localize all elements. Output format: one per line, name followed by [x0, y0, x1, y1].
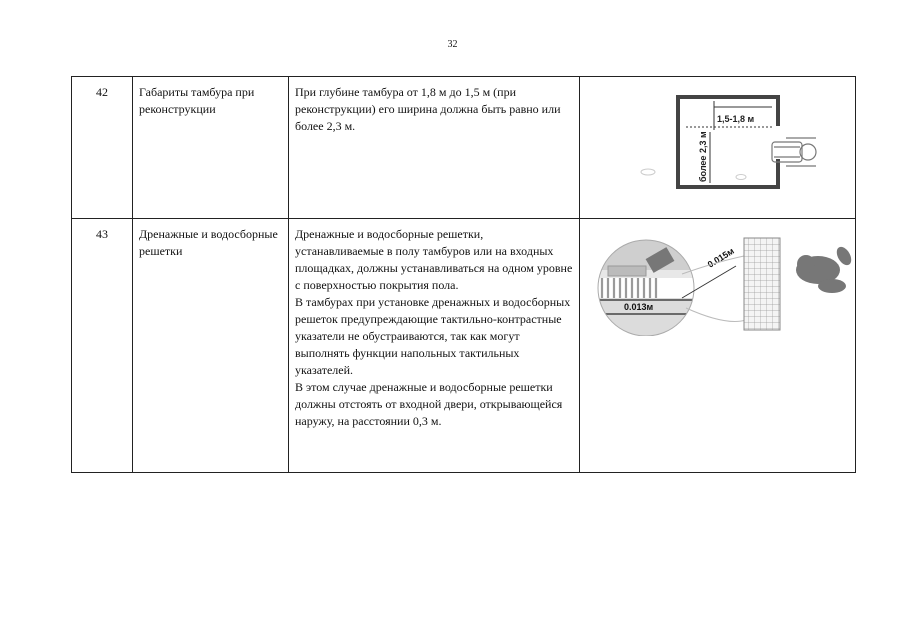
- width-dimension-label: более 2,3 м: [698, 131, 708, 182]
- description-paragraph: В тамбурах при установке дренажных и водосборных решеток предупреждающие тактильно-контрастные указатели не обустраиваются, так как могут выполнять функции напольных тактильных указателей.: [295, 295, 571, 377]
- vestibule-dimensions-figure: [580, 77, 856, 219]
- requirements-table: [71, 76, 856, 473]
- description-paragraph: Дренажные и водосборные решетки, устанавливаемые в полу тамбуров или на входных площадках, должны устанавливаться на одном уровне с поверхностью покрытия пола.: [295, 227, 573, 292]
- row-number: 43: [72, 219, 133, 473]
- grate-gap-label: 0.015м: [705, 245, 736, 270]
- description-paragraph: В этом случае дренажные и водосборные решетки должны отстоять от входной двери, открывающейся наружу, на расстоянии 0,3 м.: [295, 380, 563, 428]
- drainage-grate-drawing: [586, 226, 860, 336]
- vestibule-plan-drawing: [586, 84, 860, 212]
- table-row: [72, 77, 856, 219]
- person-icon: [796, 244, 854, 293]
- drainage-grate-figure: [580, 219, 856, 473]
- page-number: 32: [447, 39, 458, 50]
- table-row: [72, 219, 856, 473]
- description-paragraph: При глубине тамбура от 1,8 м до 1,5 м (при реконструкции) его ширина должна быть равно или более 2,3 м.: [295, 85, 561, 133]
- row-description: [289, 77, 580, 219]
- row-title: Габариты тамбура при реконструкции: [133, 77, 289, 219]
- grate-depth-label: 0.013м: [624, 302, 654, 312]
- grate-plan: [744, 238, 780, 330]
- depth-dimension-label: 1,5-1,8 м: [717, 114, 755, 124]
- row-number: 42: [72, 77, 133, 219]
- row-description: [289, 219, 580, 473]
- row-title: Дренажные и водосборные решетки: [133, 219, 289, 473]
